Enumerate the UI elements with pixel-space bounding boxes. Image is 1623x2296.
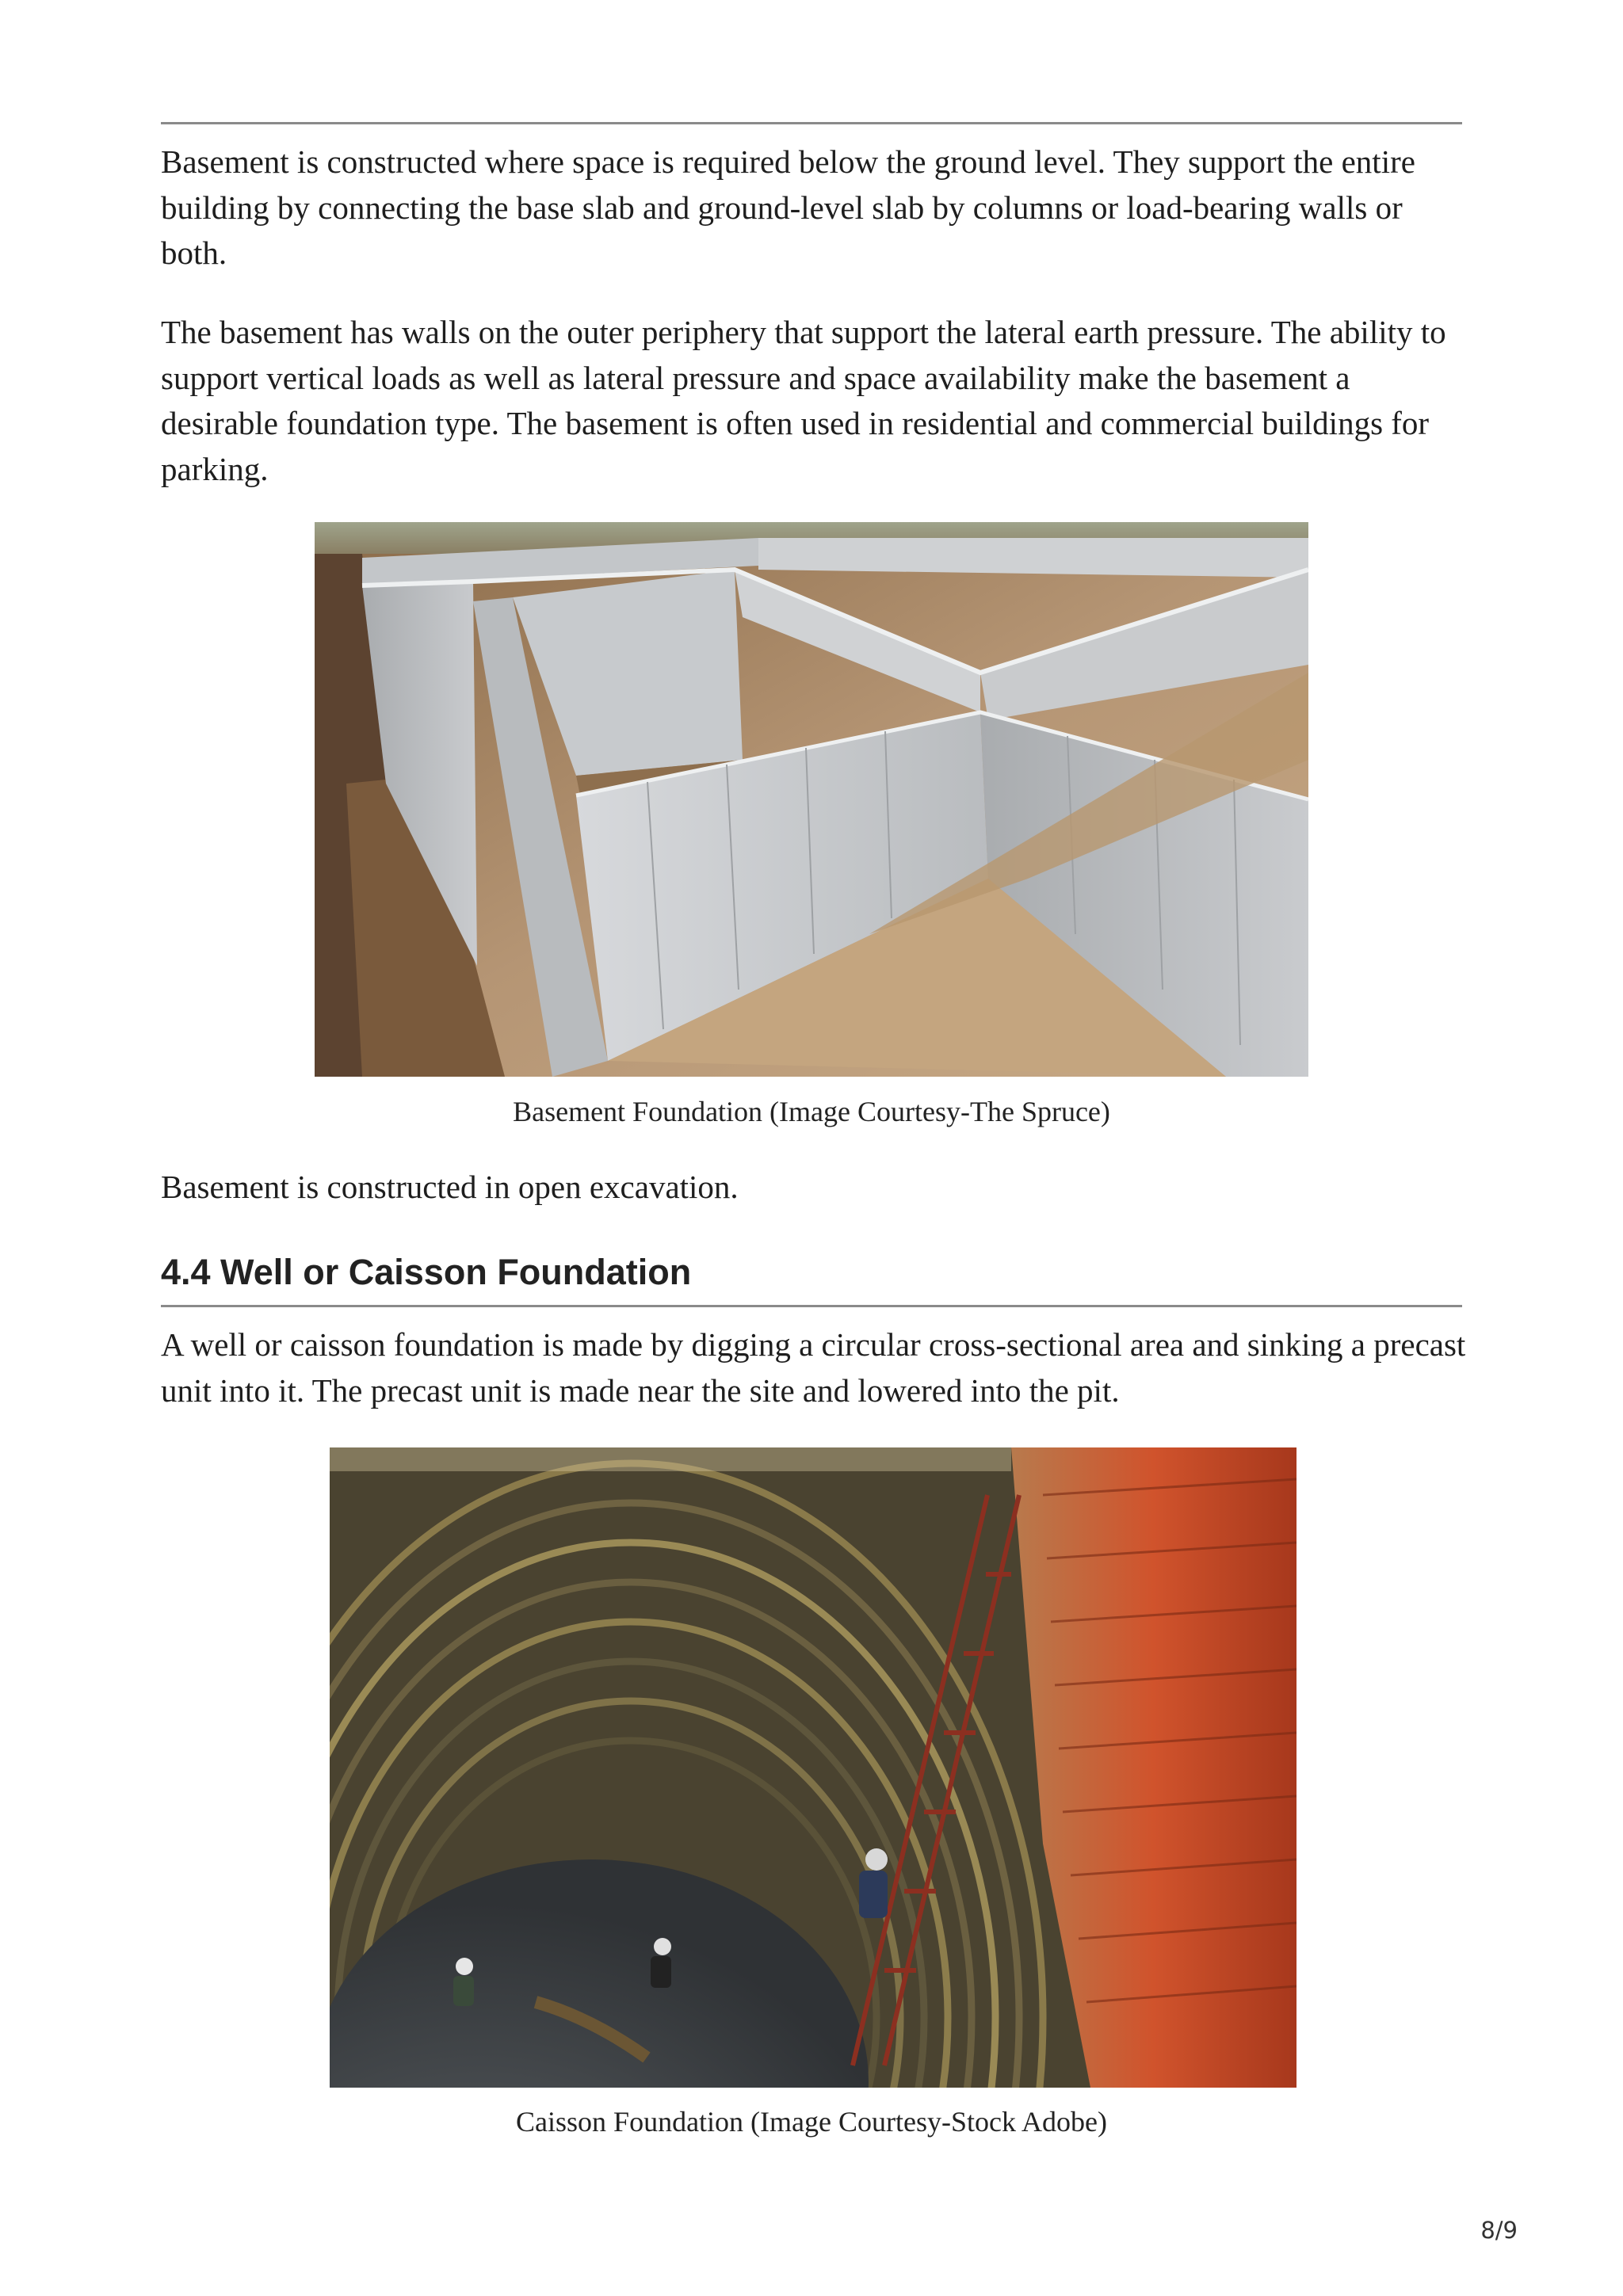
paragraph-basement-intro: Basement is constructed where space is required below the ground level. They support the entire building by connecting the base slab and ground-level slab by columns or load-bearing walls or both. xyxy=(161,143,1415,271)
caisson-foundation-image xyxy=(330,1447,1296,2088)
page-number: 8/9 xyxy=(1480,2217,1518,2244)
heading-divider xyxy=(161,1305,1462,1307)
paragraph-open-excavation: Basement is constructed in open excavation. xyxy=(161,1169,739,1205)
paragraph-basement-walls: The basement has walls on the outer periphery that support the lateral earth pressure. The ability to support vertical loads as well as lateral pressure and space availability make the basement a desirable foundation type. The basement is often used in residential and commercial buildings for parking. xyxy=(161,314,1446,487)
caisson-illustration xyxy=(330,1447,1296,2088)
basement-foundation-image xyxy=(315,522,1308,1077)
top-divider xyxy=(161,122,1462,124)
basement-illustration xyxy=(315,522,1308,1077)
basement-figure-caption: Basement Foundation (Image Courtesy-The Spruce) xyxy=(513,1096,1110,1127)
caisson-figure-caption: Caisson Foundation (Image Courtesy-Stock Adobe) xyxy=(516,2106,1107,2138)
section-heading-caisson: 4.4 Well or Caisson Foundation xyxy=(161,1252,692,1292)
paragraph-caisson: A well or caisson foundation is made by digging a circular cross-sectional area and sinking a precast unit into it. The precast unit is made near the site and lowered into the pit. xyxy=(161,1326,1466,1409)
